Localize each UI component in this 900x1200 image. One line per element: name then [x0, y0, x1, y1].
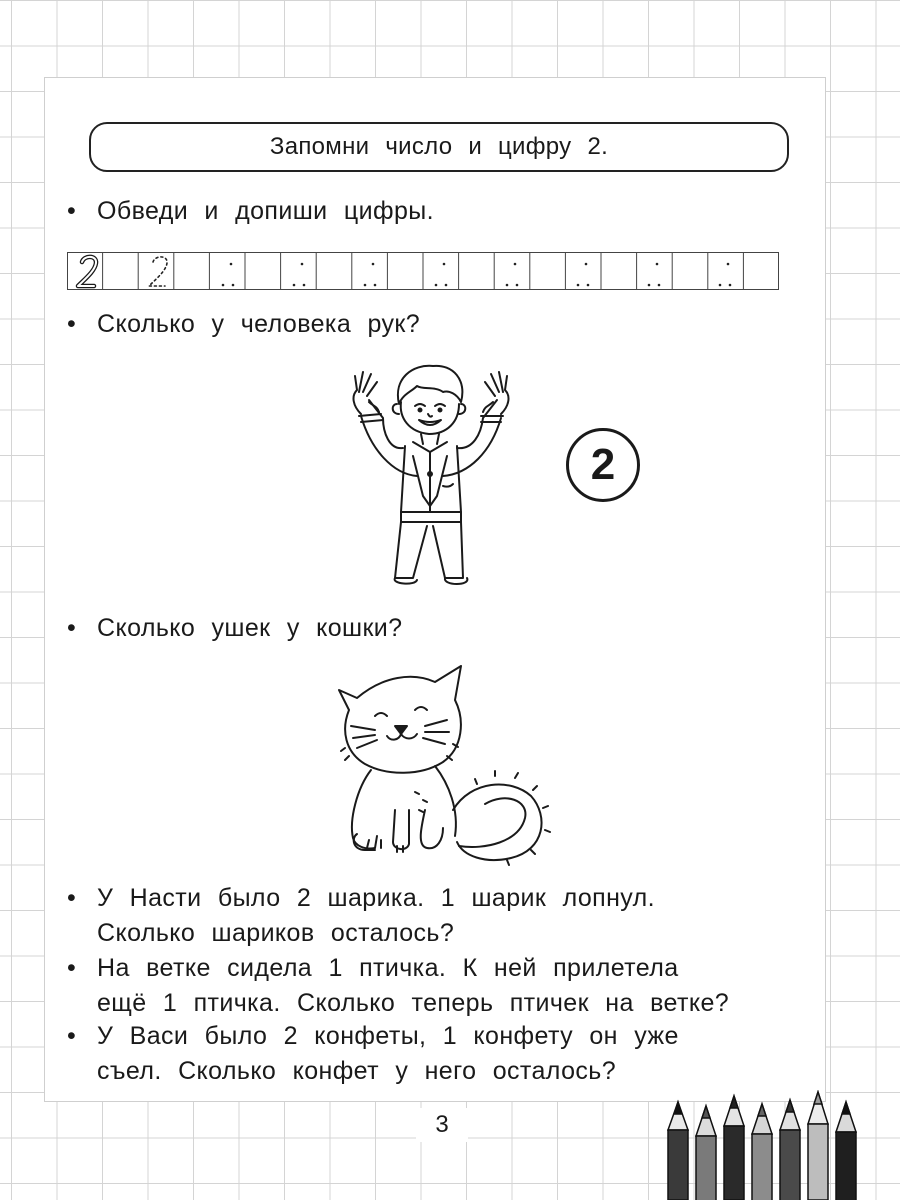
- answer-circle: 2: [566, 428, 640, 502]
- task-text: У Васи было 2 конфеты, 1 конфету он уже: [97, 1022, 679, 1050]
- pencil: [668, 1102, 688, 1200]
- bullet: •: [67, 614, 77, 642]
- pencil: [724, 1096, 744, 1200]
- bullet: •: [67, 310, 77, 338]
- page-number: 3: [416, 1108, 468, 1142]
- task-hands-question: [67, 307, 420, 341]
- bullet: •: [67, 1022, 77, 1050]
- digit-tracing-strip[interactable]: [67, 252, 779, 290]
- pencil: [780, 1100, 800, 1200]
- page-title: Запомни число и цифру 2.: [89, 122, 789, 172]
- tracing-cells: [68, 252, 779, 290]
- task-candies: [67, 1019, 679, 1053]
- task-trace-digits: [67, 194, 434, 228]
- task-text: Сколько ушек у кошки?: [97, 614, 403, 642]
- task-text: Сколько у человека рук?: [97, 310, 421, 338]
- model-digit-2: [78, 257, 96, 286]
- worksheet-page: [44, 77, 826, 1102]
- boy-icon: [331, 356, 531, 592]
- task-cat-ears-question: [67, 611, 402, 645]
- dotted-digit-2: [149, 257, 167, 286]
- pencil: [752, 1104, 772, 1200]
- pencil: [836, 1102, 856, 1200]
- bullet: •: [67, 954, 77, 982]
- task-birds-line2: ещё 1 птичка. Сколько теперь птичек на ветке?: [97, 989, 730, 1017]
- task-candies-line2: съел. Сколько конфет у него осталось?: [97, 1057, 617, 1085]
- task-text: Обведи и допиши цифры.: [97, 197, 434, 225]
- pencil: [696, 1106, 716, 1200]
- task-balloons-line2: Сколько шариков осталось?: [97, 919, 455, 947]
- guide-dots: [222, 263, 732, 287]
- pencil: [808, 1092, 828, 1200]
- cat-icon: [335, 660, 551, 866]
- task-text: У Насти было 2 шарика. 1 шарик лопнул.: [97, 884, 655, 912]
- bullet: •: [67, 884, 77, 912]
- task-balloons: [67, 881, 655, 915]
- bullet: •: [67, 197, 77, 225]
- task-birds: [67, 951, 679, 985]
- task-text: На ветке сидела 1 птичка. К ней прилетела: [97, 954, 679, 982]
- pencils-icon: [660, 1090, 880, 1200]
